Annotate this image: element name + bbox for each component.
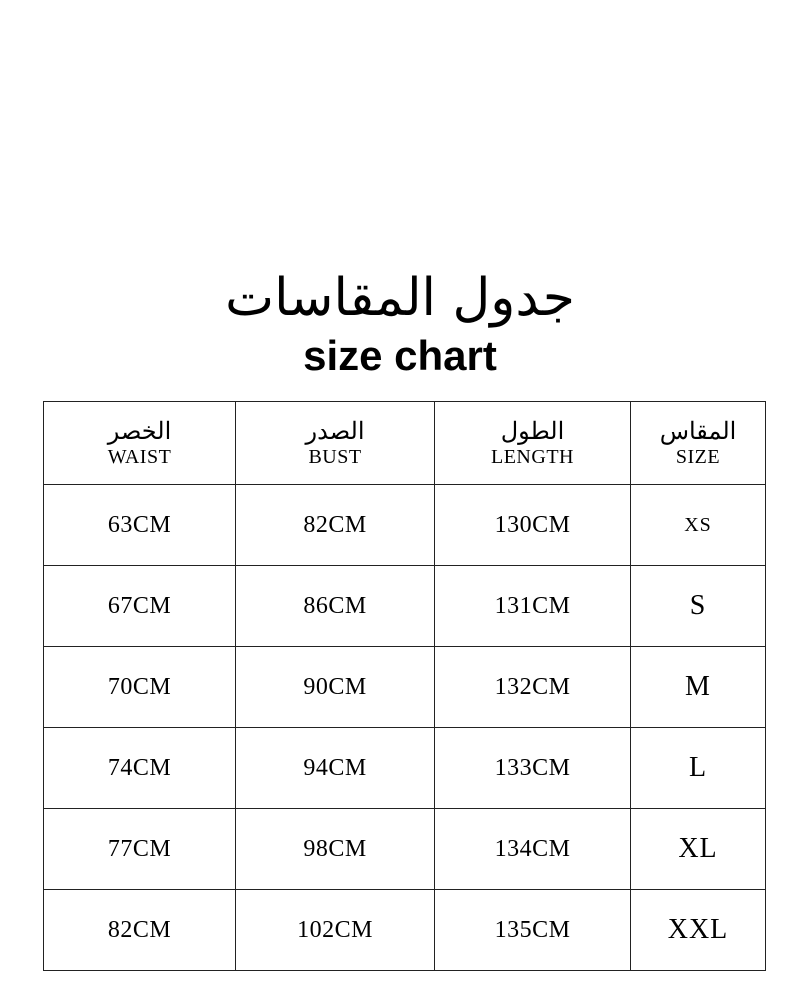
cell-length: 130CM	[435, 485, 631, 566]
header-waist	[44, 402, 236, 485]
cell-waist: 67CM	[44, 566, 236, 647]
header-size-arabic: المقاس	[659, 417, 737, 445]
cell-waist: 74CM	[44, 728, 236, 809]
table-row	[44, 890, 766, 971]
header-length-english: LENGTH	[491, 446, 574, 468]
cell-size: XL	[631, 809, 766, 890]
cell-bust: 98CM	[236, 809, 435, 890]
cell-size: XXL	[631, 890, 766, 971]
header-bust	[236, 402, 435, 485]
table-row	[44, 728, 766, 809]
cell-bust: 90CM	[236, 647, 435, 728]
cell-size: XS	[631, 485, 766, 566]
header-size	[631, 402, 766, 485]
table-row	[44, 485, 766, 566]
cell-waist: 70CM	[44, 647, 236, 728]
cell-size: M	[631, 647, 766, 728]
header-length	[435, 402, 631, 485]
header-waist-arabic: الخصر	[107, 417, 172, 445]
cell-length: 132CM	[435, 647, 631, 728]
table-header-row	[44, 402, 766, 485]
cell-length: 135CM	[435, 890, 631, 971]
header-waist-english: WAIST	[107, 446, 172, 468]
cell-length: 133CM	[435, 728, 631, 809]
header-size-english: SIZE	[675, 446, 721, 468]
cell-bust: 94CM	[236, 728, 435, 809]
header-bust-arabic: الصدر	[305, 417, 365, 445]
arabic-title: جدول المقاسات	[225, 268, 575, 328]
table-row	[44, 566, 766, 647]
header-bust-english: BUST	[308, 446, 362, 468]
cell-length: 131CM	[435, 566, 631, 647]
cell-size: S	[631, 566, 766, 647]
cell-waist: 82CM	[44, 890, 236, 971]
cell-waist: 77CM	[44, 809, 236, 890]
cell-waist: 63CM	[44, 485, 236, 566]
cell-bust: 86CM	[236, 566, 435, 647]
cell-bust: 82CM	[236, 485, 435, 566]
header-length-arabic: الطول	[500, 417, 565, 445]
cell-length: 134CM	[435, 809, 631, 890]
cell-size: L	[631, 728, 766, 809]
english-title: size chart	[303, 332, 497, 379]
size-chart-table	[43, 401, 766, 971]
cell-bust: 102CM	[236, 890, 435, 971]
table-row	[44, 647, 766, 728]
table-row	[44, 809, 766, 890]
